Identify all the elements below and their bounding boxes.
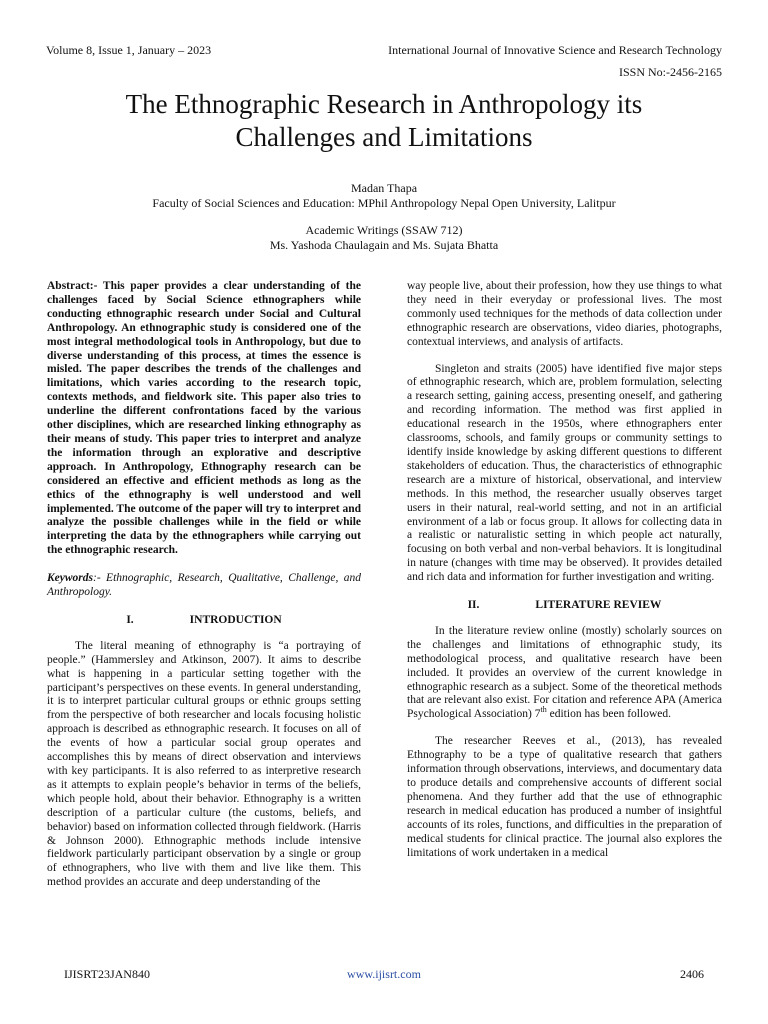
supervisors: Ms. Yashoda Chaulagain and Ms. Sujata Bhatta	[269, 238, 499, 252]
page-number: 2406	[680, 967, 704, 981]
intro-paragraph: The literal meaning of ethnography is “a portraying of people.” (Hammersley and Atkinson, 2007). It aims to describe what is happening in a particular setting together with the participant’s perspectives on these events. In general understanding, it is to interpret particular cultural groups or ethnic groups setting from the perspective of both researcher and locals focusing holistic approach is described as ethnographic research. It focuses on all of the events of how a particular social group operates and accomplishes this by means of direct observation and interviews with key participants. It is also referred to as interpretive research as it attempts to explain people’s behavior in terms of the beliefs, which people hold, about their behavior. Ethnography is a written description of a particular culture (the customs, beliefs, and behavior) based on information collected through fieldwork. (Harris & Johnson 2000). Ethnographic methods include intensive fieldwork particularly participant observation by a single or group of ethnographers, who live with them and live like them. This method provides an accurate and deep understanding of the	[47, 639, 361, 889]
section-heading-literature-review: II. LITERATURE REVIEW	[467, 599, 662, 612]
author-affiliation: Faculty of Social Sciences and Education: MPhil Anthropology Nepal Open University, Lalitpur	[152, 196, 616, 210]
left-column	[47, 280, 361, 890]
singleton-paragraph: Singleton and straits (2005) have identified five major steps of ethnographic research, which are, problem formulation, selecting a research setting, gaining access, presenting oneself, and gathering and recording information. The method was first applied in educational research in the 1950s, where ethnographers enter classrooms, schools, and family groups or community settings to identify inside knowledge by asking different questions to different stakeholders of education. Thus, the characteristics of ethnographic research are a mixture of historical, observational, and interview methods. In this method, the researcher usually observes target users in their natural, real-world setting, and not in an artificial environment of a lab or focus group. It allows for collecting data in a realistic or naturalistic setting in which people act naturally, focusing on both verbal and non-verbal behaviors. It is longitudinal in nature (changes with time may be observed). It provides detailed and rich data and information for further investigation and writing.	[407, 362, 722, 584]
course-block	[40, 223, 728, 253]
issn-number: ISSN No:-2456-2165	[618, 65, 722, 79]
continued-paragraph: way people live, about their profession, how they use things to what they need in their everyday or professional lives. The most commonly used techniques for the methods of data collection under ethnographic research are observations, video diaries, photographs, contextual interviews, and analysis of artifacts.	[407, 280, 722, 348]
journal-website-link[interactable]: www.ijisrt.com	[347, 967, 421, 981]
paper-id: IJISRT23JAN840	[64, 967, 150, 981]
keywords	[47, 572, 361, 600]
paper-title	[40, 88, 728, 154]
keywords-text: :- Ethnographic, Research, Qualitative, Challenge, and Anthropology.	[47, 572, 361, 599]
right-column	[407, 280, 722, 860]
abstract: Abstract:- This paper provides a clear understanding of the challenges faced by Social Science ethnographers while conducting ethnographic research under Social and Cultural Anthropology. An ethnographic study is considered one of the most integral methodological tools in Anthropology, but due to diverse understanding of this process, at times the essence is misled. The paper describes the trends of the challenges and limitations, which varies according to the research topic, contexts methods, and fieldwork site. This paper also tries to underline the different confrontations faced by the various other disciplines, which are researched linking ethnography as their means of study. This paper tries to interpret and analyze the information through an explorative and descriptive approach. In Anthropology, Ethnography research can be considered an effective and efficient methods as long as the ethics of the ethnography is well understood and well implemented. The outcome of the paper will try to interpret and analyze the possible challenges while in the field or while interpreting the data by the ethnographers while carrying out the ethnographic research.	[47, 280, 361, 557]
literature-paragraph-1: In the literature review online (mostly) scholarly sources on the challenges and limitations of ethnographic study, its methodological process, and qualitative research have been included. It provides an overview of the current knowledge in ethnographic research as a subject. Some of the theoretical methods that are relevant also exist. For citation and reference APA (America Psychological Association) 7th edition has been followed.	[407, 624, 722, 721]
journal-name: International Journal of Innovative Science and Research Technology	[388, 43, 722, 57]
author-block	[40, 181, 728, 211]
section-heading-introduction: I. INTRODUCTION	[126, 613, 282, 626]
keywords-label: Keywords	[47, 572, 93, 585]
author-name: Madan Thapa	[350, 181, 418, 195]
title-line-1: The Ethnographic Research in Anthropology its	[125, 89, 643, 119]
literature-paragraph-2: The researcher Reeves et al., (2013), has revealed Ethnography to be a type of qualitative research that gathers information through observations, interviews, and documentary data to produce details and comprehensive accounts of different social phenomena. And they further add that the use of ethnographic research in medical education has produced a number of insightful accounts of its roles, functions, and difficulties in the preparation of medical students for clinical practice. The journal also explores the limitations of work undertaken in a medical	[407, 735, 722, 859]
course-name: Academic Writings (SSAW 712)	[305, 223, 463, 237]
volume-info: Volume 8, Issue 1, January – 2023	[46, 43, 212, 57]
title-line-2: Challenges and Limitations	[235, 122, 533, 152]
